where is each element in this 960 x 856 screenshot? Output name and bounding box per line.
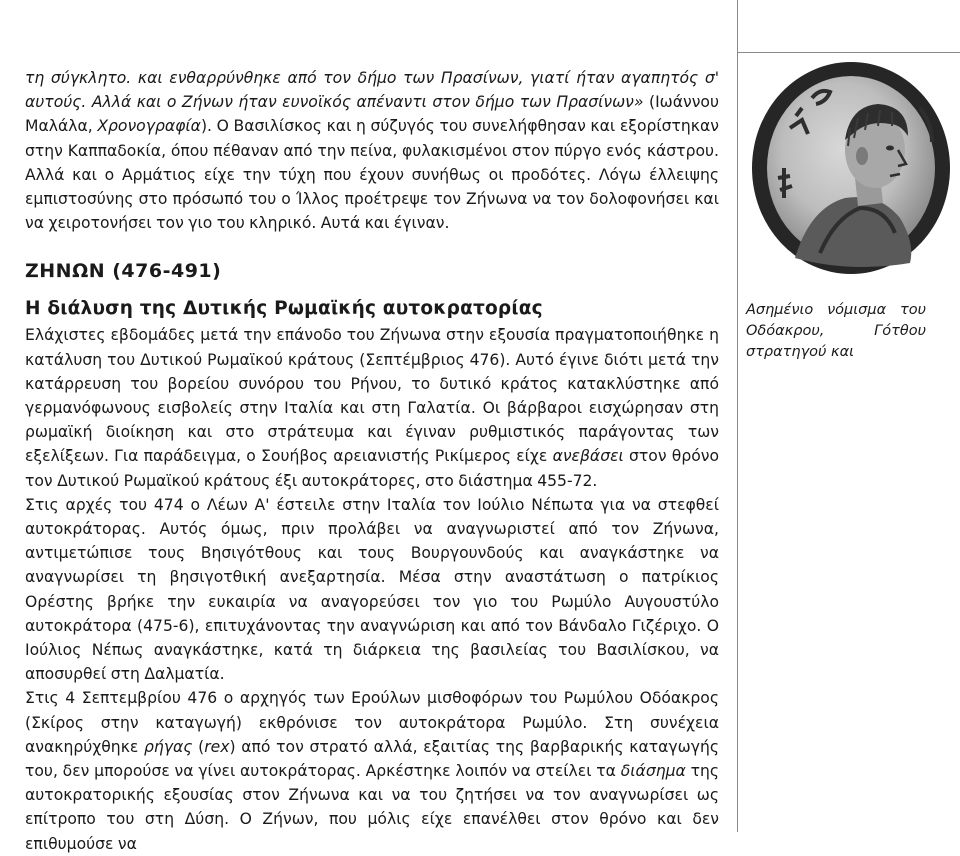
body-paragraph-3 bbox=[25, 686, 719, 855]
chapter-heading: ΖΗΝΩΝ (476-491) bbox=[25, 260, 222, 283]
column-divider bbox=[737, 0, 738, 832]
p1-text-c: στον θρόνο τον Δυτικού Ρωμαϊκού κράτους έξι αυτοκράτορες, στο διάστημα 455-72. bbox=[25, 447, 720, 490]
p1-italic-word: ανεβάσει bbox=[552, 447, 624, 466]
p3-italic-rex: rex bbox=[204, 737, 230, 756]
p3-italic-diasima: διάσημα bbox=[620, 762, 686, 781]
citation-open: (Ιωάννου Μαλάλα, bbox=[25, 93, 719, 136]
p3-text-g: της αυτοκρατορικής εξουσίας στον Ζήνωνα και να του ζητήσει να τον αναγνωρίσει ως επίτροπο του στη Δύση. Ο Ζήνων, που μόλις είχε επανέλθει στον θρόνο και δεν επιθυμούσε να bbox=[25, 762, 719, 853]
intro-continuation: ). Ο Βασιλίσκος και η σύζυγός του συνελήφθησαν και εξορίστηκαν στην Καππαδοκία, όπου πέθαναν από την πείνα, φυλακισμένοι στον πύργο ενός κάστρου. Αλλά και ο Αρμάτιος είχε την τύχη που έχουν συνήθως οι προδότες. Λόγω έλλειψης εμπιστοσύνης στο πρόσωπό του ο Ίλλος προέτρεψε τον Ζήνωνα να τον δολοφονήσει και να χειροτονήσει τον γιο του κληρικό. Αυτά και έγιναν. bbox=[25, 117, 719, 233]
body-paragraph-1 bbox=[25, 323, 719, 492]
intro-paragraph bbox=[25, 66, 719, 235]
body-paragraph-2: Στις αρχές του 474 ο Λέων Α' έστειλε στην Ιταλία τον Ιούλιο Νέπωτα για να στεφθεί αυτοκράτορας. Αυτός όμως, πριν προλάβει να αναγνωριστεί από τον Ζήνωνα, αντιμετώπισε τους Βησιγότθους και τους Βουργουνδούς και αναγκάστηκε να αναγνωρίσει τη βησιγοτθική ανεξαρτησία. Μέσα στην αναστάτωση ο πατρίκιος Ορέστης βρήκε την ευκαιρία να αναγορεύσει τον γιο του Ρωμύλο Αυγουστύλο αυτοκράτορα (475-6), επιτυχάνοντας την αναγνώριση και από τον Βάνδαλο Γιζέριχο. Ο Ιούλιος Νέπως αναγκάστηκε, κατά τη διάρκεια της βασιλείας του Βασιλίσκου, να αποσυρθεί στη Δαλματία. bbox=[25, 495, 719, 684]
margin-rule bbox=[738, 52, 960, 53]
p3-italic-rigas: ρήγας bbox=[144, 737, 193, 756]
p3-text-a: Στις 4 Σεπτεμβρίου 476 ο αρχηγός των Ερούλων μισθοφόρων του Ρωμύλου Οδόακρος (Σκίρος στην καταγωγή) εκθρόνισε τον αυτοκράτορα Ρωμύλο. Στη συνέχεια ανακηρύχθηκε bbox=[25, 689, 719, 756]
main-text-column bbox=[25, 66, 719, 856]
quote-text: τη σύγκλητο. και ενθαρρύνθηκε από τον δήμο των Πρασίνων, γιατί ήταν αγαπητός σ' αυτούς. Αλλά και ο Ζήνων ήταν ευνοϊκός απέναντι στον δήμο των Πρασίνων» bbox=[25, 69, 719, 112]
p3-text-c: ( bbox=[192, 737, 205, 756]
p3-text-e: ) από τον στρατό αλλά, εξαιτίας της βαρβαρικής καταγωγής του, δεν μπορούσε να γίνει αυτοκράτορας. Αρκέστηκε λοιπόν να στείλει τα bbox=[25, 737, 719, 781]
citation-title: Χρονογραφία bbox=[97, 117, 201, 136]
coin-image bbox=[750, 58, 952, 276]
coin-caption: Ασημένιο νόμισμα του Οδόακρου, Γότθου στρατηγού και bbox=[746, 302, 926, 360]
section-heading: Η διάλυση της Δυτικής Ρωμαϊκής αυτοκρατορίας bbox=[25, 298, 543, 320]
p1-text-a: Ελάχιστες εβδομάδες μετά την επάνοδο του Ζήνωνα στην εξουσία πραγματοποιήθηκε η κατάλυση του Δυτικού Ρωμαϊκού κράτους (Σεπτέμβριος 476). Αυτό έγινε διότι μετά την κατάρρευση του βορείου συνόρου του Ρήνου, το δυτικό κράτος κατακλύστηκε από γερμανόφωνους εισβολείς στην Ιταλία και στη Γαλατία. Οι βάρβαροι εισχώρησαν στη ρωμαϊκή διοίκηση και στο στράτευμα και έγιναν ρυθμιστικός παράγοντας των εξελίξεων. Για παράδειγμα, ο Σουήβος αρειανιστής Ρικίμερος είχε bbox=[25, 326, 719, 466]
